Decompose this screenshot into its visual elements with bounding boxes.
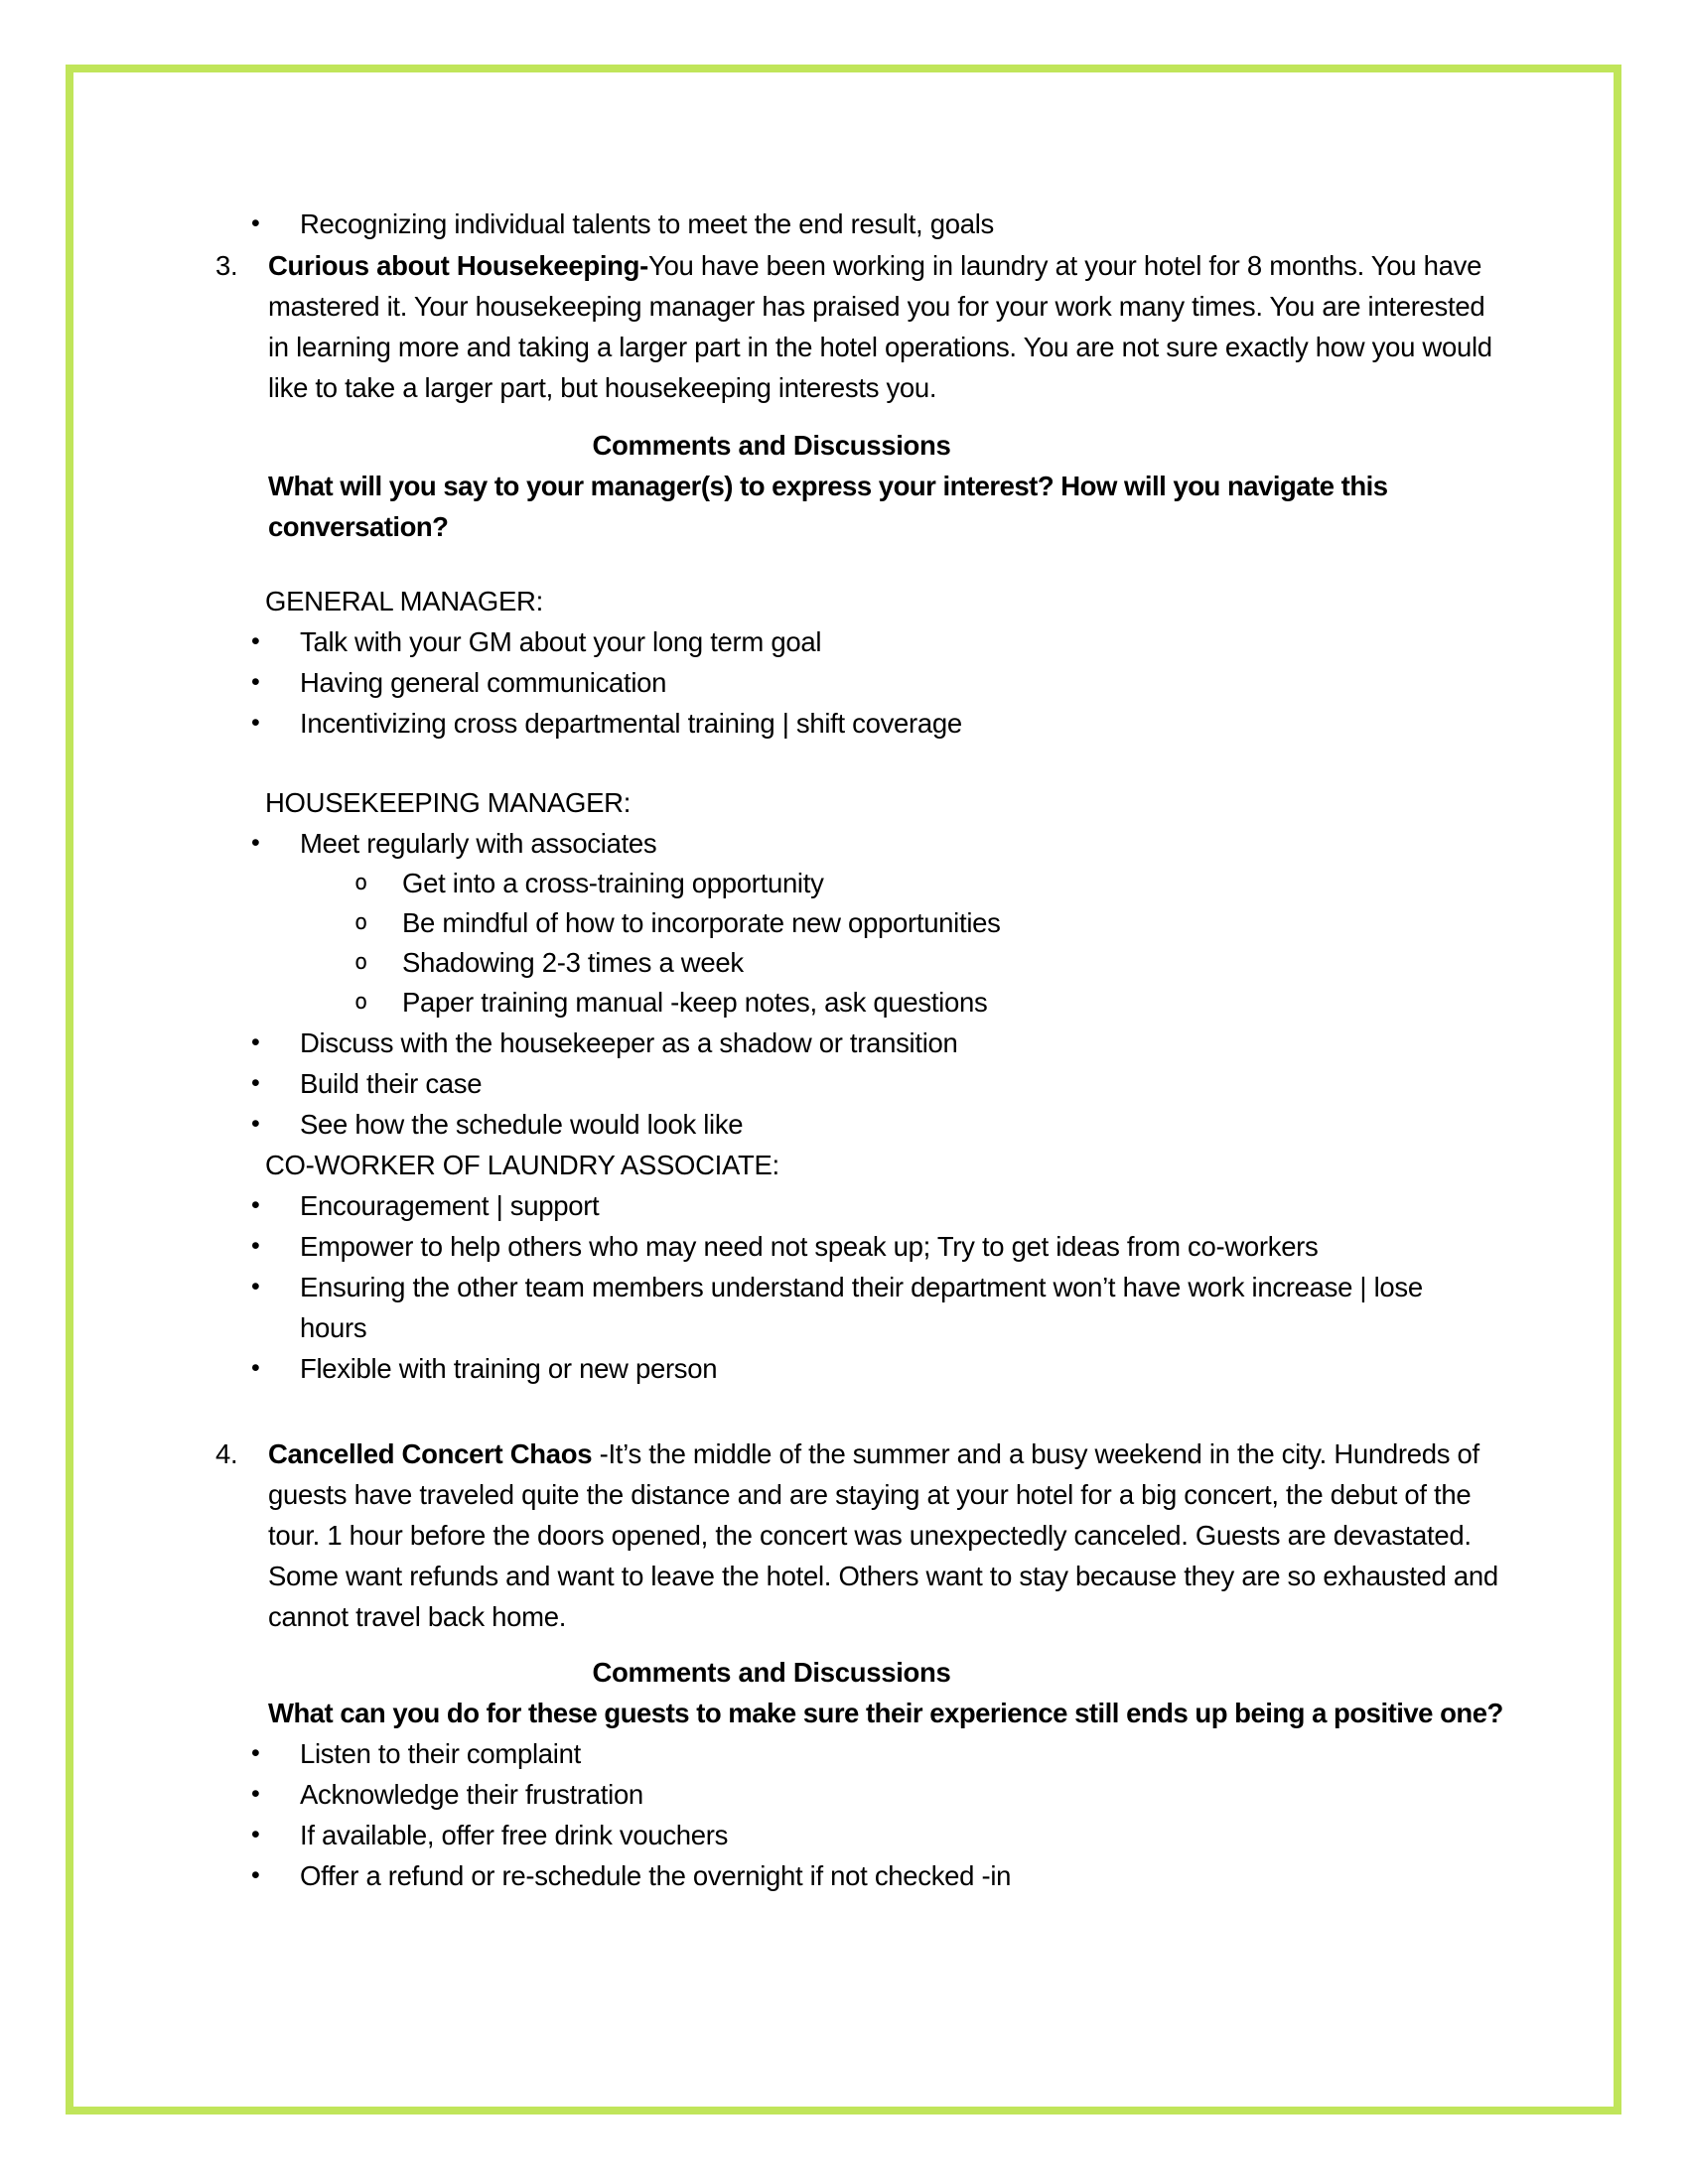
list-item	[251, 621, 1491, 662]
discussion-question: What will you say to your manager(s) to express your interest? How will you navigate this conversation?	[268, 471, 1388, 542]
bullet-marker: •	[251, 1191, 260, 1219]
list-item	[251, 1774, 1491, 1815]
item-number: 3.	[215, 250, 238, 281]
sub-list-item	[354, 943, 1546, 983]
list-item-text: Encouragement | support	[300, 1190, 600, 1221]
numbered-item-3	[215, 245, 1509, 408]
list-item	[251, 204, 1491, 244]
bullet-marker: •	[251, 1354, 260, 1382]
item-text	[268, 245, 1509, 408]
section-heading: Comments and Discussions	[592, 1657, 951, 1688]
guest-recovery-bullet-list	[0, 1733, 1688, 1896]
document-content	[0, 204, 1688, 1896]
bullet-marker: •	[251, 1861, 260, 1889]
bullet-marker: •	[251, 1028, 260, 1056]
list-item-text: Acknowledge their frustration	[300, 1779, 643, 1810]
bullet-marker: •	[251, 709, 260, 737]
item-title: Curious about Housekeeping-	[268, 250, 649, 281]
circle-bullet-marker: o	[354, 910, 367, 935]
list-item-text: Meet regularly with associates	[300, 828, 657, 859]
list-item	[251, 1855, 1491, 1896]
list-item-text: Flexible with training or new person	[300, 1353, 718, 1384]
bullet-marker: •	[251, 668, 260, 696]
bullet-marker: •	[251, 829, 260, 857]
list-item	[251, 1815, 1491, 1855]
list-item	[251, 1104, 1491, 1145]
list-item	[251, 1226, 1491, 1267]
list-item-text: Empower to help others who may need not speak up; Try to get ideas from co-workers	[300, 1231, 1319, 1262]
list-item-text: See how the schedule would look like	[300, 1109, 744, 1140]
list-item-text: If available, offer free drink vouchers	[300, 1820, 729, 1850]
list-item-text: Get into a cross-training opportunity	[402, 868, 824, 898]
discussion-question: What can you do for these guests to make sure their experience still ends up being a positive one?	[268, 1698, 1503, 1728]
sub-list-item	[354, 903, 1546, 943]
list-item-text: Paper training manual -keep notes, ask questions	[402, 987, 988, 1018]
bullet-marker: •	[251, 1780, 260, 1808]
numbered-item-4	[215, 1433, 1509, 1637]
list-item	[251, 1023, 1491, 1063]
circle-bullet-marker: o	[354, 950, 367, 975]
list-item-text: Be mindful of how to incorporate new opportunities	[402, 907, 1001, 938]
housekeeping-bullet-list-top	[0, 823, 1688, 864]
item-title: Cancelled Concert Chaos	[268, 1438, 593, 1469]
list-item-text: Having general communication	[300, 667, 667, 698]
bullet-marker: •	[251, 209, 260, 237]
list-item	[251, 823, 1491, 864]
item-body: -It’s the middle of the summer and a busy weekend in the city. Hundreds of guests have traveled quite the distance and are staying at your hotel for a big concert, the debut of the tour. 1 hour before the doors opened, the concert was unexpectedly canceled. Guests are devastated. Some want refunds and want to leave the hotel. Others want to stay because they are so exhausted and cannot travel back home.	[268, 1438, 1498, 1632]
list-item-text: Listen to their complaint	[300, 1738, 581, 1769]
list-item-text: Shadowing 2-3 times a week	[402, 947, 744, 978]
list-item	[251, 1185, 1491, 1226]
list-item	[251, 1348, 1491, 1389]
item-body: You have been working in laundry at your hotel for 8 months. You have mastered it. Your housekeeping manager has praised you for your work many times. You are interested in learning more and taking a larger part in the hotel operations. You are not sure exactly how you would like to take a larger part, but housekeeping interests you.	[268, 250, 1492, 403]
housekeeping-bullet-list-bottom	[0, 1023, 1688, 1145]
circle-bullet-marker: o	[354, 990, 367, 1015]
item-number: 4.	[215, 1438, 238, 1469]
list-item	[251, 662, 1491, 703]
list-item-text: Ensuring the other team members understand their department won’t have work increase | lose hours	[300, 1272, 1423, 1343]
list-item-text: Build their case	[300, 1068, 483, 1099]
section-heading: Comments and Discussions	[592, 430, 951, 461]
list-item-text: Discuss with the housekeeper as a shadow or transition	[300, 1027, 958, 1058]
bullet-marker: •	[251, 1069, 260, 1097]
bullet-marker: •	[251, 1739, 260, 1767]
bullet-marker: •	[251, 1273, 260, 1300]
list-item-text: Talk with your GM about your long term goal	[300, 626, 822, 657]
list-item	[251, 1267, 1491, 1348]
list-item-text: Offer a refund or re-schedule the overnight if not checked -in	[300, 1860, 1012, 1891]
general-manager-bullet-list	[0, 621, 1688, 744]
list-item	[251, 1733, 1491, 1774]
bullet-marker: •	[251, 1821, 260, 1848]
role-label-general-manager: GENERAL MANAGER:	[265, 586, 543, 616]
bullet-marker: •	[251, 1232, 260, 1260]
sub-list-item	[354, 864, 1546, 903]
list-item-text: Incentivizing cross departmental training | shift coverage	[300, 708, 962, 739]
role-label-housekeeping-manager: HOUSEKEEPING MANAGER:	[265, 787, 632, 818]
sub-list-item	[354, 983, 1546, 1023]
list-item	[251, 703, 1491, 744]
list-item	[251, 1063, 1491, 1104]
housekeeping-sub-bullet-list	[0, 864, 1688, 1023]
item-text	[268, 1433, 1509, 1637]
circle-bullet-marker: o	[354, 871, 367, 895]
list-item-text: Recognizing individual talents to meet the end result, goals	[300, 208, 994, 239]
bullet-marker: •	[251, 1110, 260, 1138]
intro-bullet-list	[0, 204, 1688, 244]
bullet-marker: •	[251, 627, 260, 655]
role-label-co-worker: CO-WORKER OF LAUNDRY ASSOCIATE:	[265, 1150, 779, 1180]
co-worker-bullet-list	[0, 1185, 1688, 1389]
